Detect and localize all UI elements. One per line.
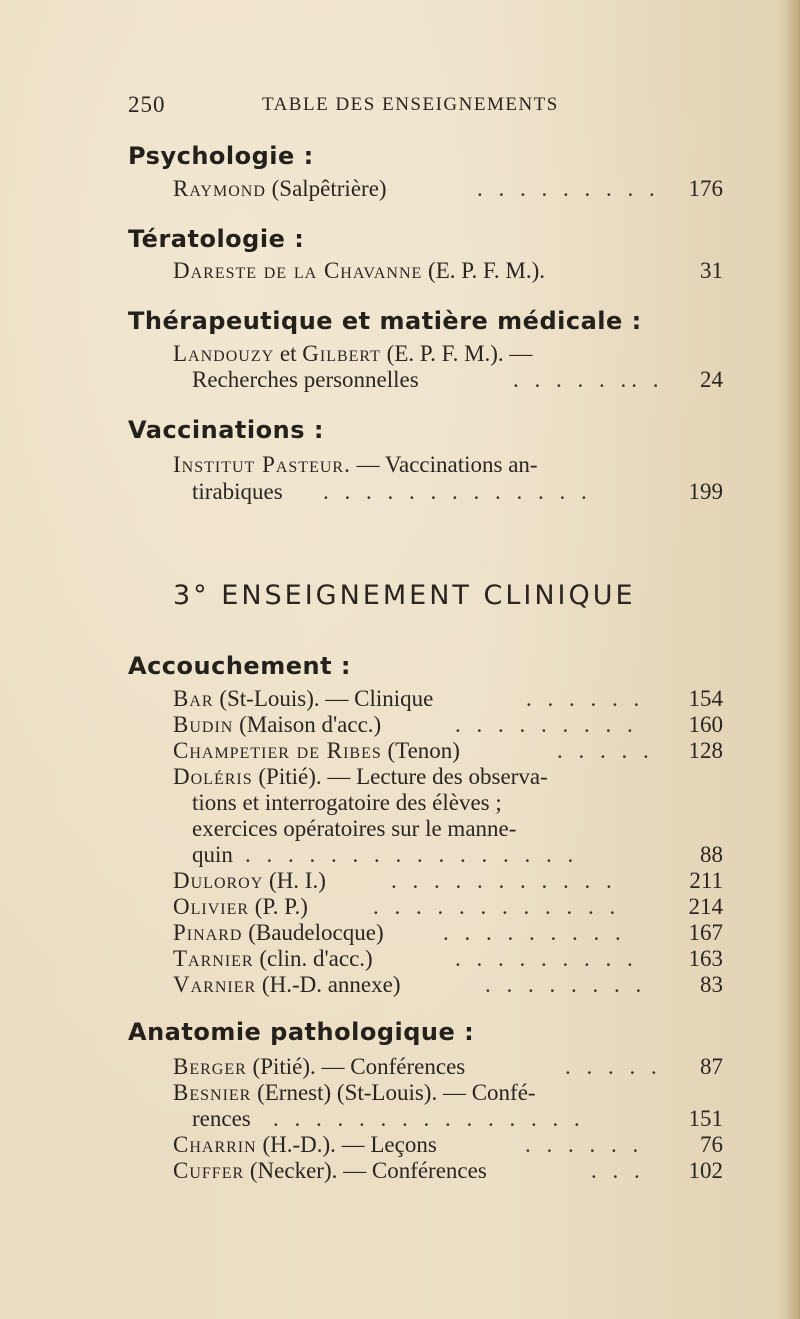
entry-continuation: exercices opératoires sur le manne- (192, 816, 517, 841)
running-head (128, 92, 668, 122)
page-ref: 160 (688, 712, 723, 737)
running-title: TABLE DES ENSEIGNEMENTS (262, 94, 559, 115)
entry-conj: et (279, 341, 297, 366)
entry-name: Besnier (173, 1080, 252, 1105)
entry-name: Bar (173, 686, 214, 711)
dot-leader: . . . . . . . . . . . (391, 868, 617, 893)
entry-text: (E. P. F. M.). (428, 258, 546, 283)
entry-name: Duloroy (173, 868, 264, 893)
entry-name: Landouzy (173, 341, 275, 366)
entry-text: (H.-D.). — Leçons (262, 1132, 437, 1157)
entry-text: (Ernest) (St-Louis). — Confé- (257, 1080, 536, 1105)
heading-psychologie: Psychologie : (128, 142, 314, 170)
page-ref: 154 (688, 686, 723, 711)
entry-continuation: tirabiques (192, 479, 283, 504)
entry-name: Olivier (173, 894, 250, 919)
page-ref: 167 (688, 920, 723, 945)
page-ref: 211 (689, 868, 723, 893)
entry-continuation: quin (192, 842, 233, 867)
page-ref: 76 (700, 1132, 723, 1157)
entry-text: (E. P. F. M.). — (386, 341, 533, 366)
entry-name: Pinard (173, 920, 243, 945)
entry-text: (St-Louis). — Clinique (219, 686, 434, 711)
entry-text: (Necker). — Conférences (249, 1158, 487, 1183)
entry-name: Budin (173, 712, 234, 737)
page-ref: 128 (688, 738, 723, 763)
entry-name: Raymond (173, 176, 266, 201)
dot-leader: . . . . . . . . . . . . (373, 894, 621, 919)
dot-leader: . . . (591, 1158, 645, 1183)
entry-name: Cuffer (173, 1158, 245, 1183)
entry-text: (clin. d'acc.) (259, 946, 373, 971)
page-ref: 163 (688, 946, 723, 971)
entry-continuation: rences (192, 1106, 251, 1131)
entry-text: (Tenon) (387, 738, 460, 763)
page-ref: 88 (700, 842, 723, 867)
heading-teratologie: Tératologie : (128, 225, 305, 253)
entry-text: (H.-D. annexe) (261, 972, 401, 997)
entry-name: Berger (173, 1054, 247, 1079)
entry-text: — Vaccinations an- (356, 452, 538, 477)
entry-name: Gilbert (302, 341, 381, 366)
dot-leader: . . . . . . . . . (455, 946, 638, 971)
dot-leader: . . . . . . . . . . . . . . . (273, 1106, 585, 1131)
dot-leader: . . . . . .. . (513, 367, 664, 392)
dot-leader: . . . . . . (526, 686, 645, 711)
entry-text: (Salpêtrière) (271, 176, 387, 201)
page-ref: 87 (700, 1054, 723, 1079)
dot-leader: . . . . . . (525, 1132, 644, 1157)
dot-leader: . . . . . . . . . . . . . (323, 479, 592, 504)
entry-name: Champetier de Ribes (173, 738, 382, 763)
entry-name: Varnier (173, 972, 257, 997)
entry-name: Dareste de la Chavanne (173, 258, 423, 283)
entry-text: (H. I.) (269, 868, 326, 893)
dot-leader: . . . . . . . . . (477, 176, 660, 201)
page-ref: 176 (688, 176, 723, 201)
dot-leader: . . . . . (557, 738, 654, 763)
page-edge (786, 0, 800, 1319)
page-ref: 83 (700, 972, 723, 997)
page-number: 250 (128, 92, 166, 117)
page-ref: 24 (700, 367, 723, 392)
entry-name: Charrin (173, 1132, 257, 1157)
entry-continuation: Recherches personnelles (192, 367, 419, 392)
entry-name: Doléris (173, 764, 253, 789)
dot-leader: . . . . . . . . . . . . . . . . (245, 842, 579, 867)
heading-anatomie: Anatomie pathologique : (128, 1018, 475, 1046)
heading-accouchement: Accouchement : (128, 652, 351, 680)
heading-vaccinations: Vaccinations : (128, 416, 324, 444)
entry-text: (P. P.) (254, 894, 308, 919)
entry-text: (Pitié). — Conférences (252, 1054, 466, 1079)
entry-name: Institut Pasteur. (173, 452, 351, 477)
entry-name: Tarnier (173, 946, 254, 971)
entry-continuation: tions et interrogatoire des élèves ; (192, 790, 502, 815)
entry-text: (Baudelocque) (248, 920, 384, 945)
heading-therapeutique: Thérapeutique et matière médicale : (128, 307, 642, 335)
page-ref: 151 (688, 1106, 723, 1131)
dot-leader: . . . . . (565, 1054, 662, 1079)
section-title-clinique: 3° ENSEIGNEMENT CLINIQUE (173, 580, 636, 611)
entry-text: (Maison d'acc.) (239, 712, 382, 737)
dot-leader: . . . . . . . . . (443, 920, 626, 945)
page-ref: 214 (688, 894, 723, 919)
page-ref: 199 (688, 479, 723, 504)
page-ref: 31 (700, 258, 723, 283)
dot-leader: . . . . . . . . (485, 972, 647, 997)
entry-text: (Pitié). — Lecture des observa- (258, 764, 548, 789)
dot-leader: . . . . . . . . . (455, 712, 638, 737)
page-ref: 102 (688, 1158, 723, 1183)
